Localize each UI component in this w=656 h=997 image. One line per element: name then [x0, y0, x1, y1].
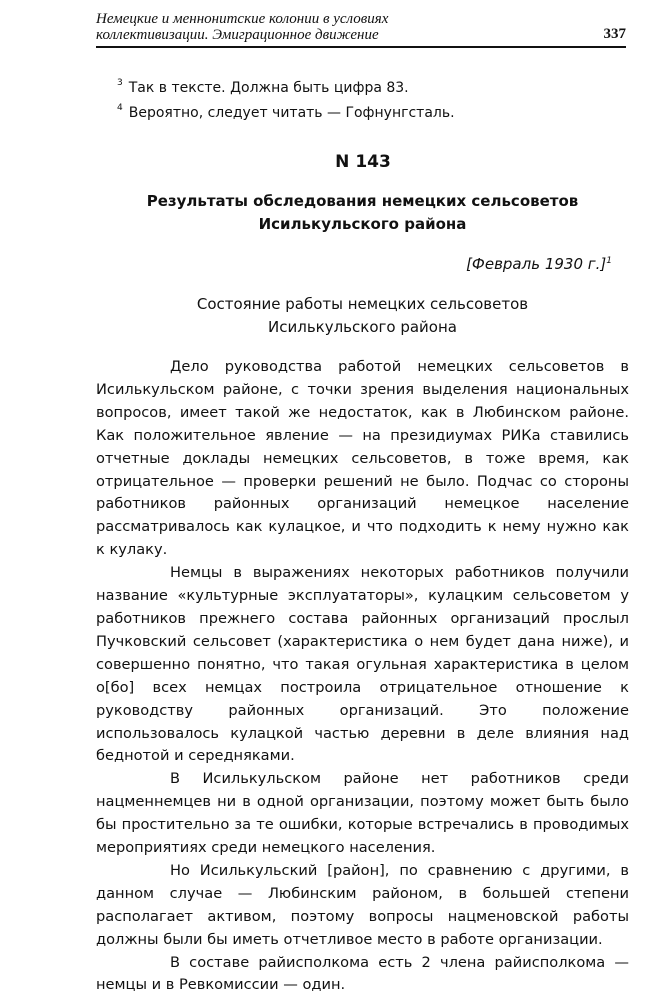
footnote-text: Вероятно, следует читать — Гофнунгсталь.: [128, 105, 455, 121]
document-date: [466, 255, 612, 273]
document-title: [96, 190, 629, 236]
running-head-title: [96, 11, 526, 43]
paragraph: Дело руководства работой немецких сельсоветов в Исилькульском районе, с точки зрения выделения национальных вопросов, имеет такой же недостаток, как в Любинском районе. Как положительное явление — на президиумах РИКа ставились отчетные доклады немецких сельсоветов, в тоже время, как отрицательное — проверки решений не было. Подчас со стороны работников районных организаций немецкое население рассматривалось как кулацкое, и что подходить к нему нужно как к кулаку.: [96, 358, 629, 559]
paragraph: Но Исилькульский [район], по сравнению с другими, в данном случае — Любинским районом, в большей степени располагает активом, поэтому вопросы нацменовской работы должны были бы иметь отчетливое место в работе организации.: [96, 861, 629, 948]
footnote-mark: 4: [117, 103, 123, 113]
footnote-mark: 3: [117, 78, 123, 88]
document-title-line-1: Результаты обследования немецких сельсоветов: [146, 192, 579, 210]
footnotes: [117, 76, 597, 126]
paragraph: Немцы в выражениях некоторых работников получили название «культурные эксплуататоры», кулацким сельсоветом у работников прежнего состава районных организаций прослыл Пучковский сельсовет (характеристика о нем будет дана ниже), и совершенно понятно, что такая огульная характеристика в целом о[бо] всех немцах построила отрицательное отношение к руководству районных организаций. Это положение использовалось кулацкой частью деревни в деле влияния над беднотой и середняками.: [96, 564, 629, 765]
subheading-line-1: Состояние работы немецких сельсоветов: [196, 295, 529, 313]
footnote: [117, 101, 597, 126]
footnote: [117, 76, 597, 101]
subheading-line-2: Исилькульского района: [268, 318, 457, 336]
running-head: [96, 10, 626, 48]
footnote-text: Так в тексте. Должна быть цифра 83.: [128, 80, 409, 96]
page-number: 337: [603, 26, 626, 42]
paragraph: В Исилькульском районе нет работников среди нацменнемцев ни в одной организации, поэтому может быть было бы простительно за те ошибки, которые встречались в проводимых мероприятиях среди немецкого населения.: [96, 770, 629, 857]
running-head-line-2: коллективизации. Эмиграционное движение: [96, 27, 379, 43]
running-head-line-1: Немецкие и меннонитские колонии в условиях: [96, 11, 389, 27]
date-footnote-mark: 1: [606, 256, 612, 266]
document-title-line-2: Исилькульского района: [258, 215, 467, 233]
document-date-text: [Февраль 1930 г.]: [466, 255, 607, 273]
paragraph: В составе райисполкома есть 2 члена райисполкома — немцы и в Ревкомиссии — один.: [96, 953, 629, 994]
document-number: N 143: [335, 152, 391, 172]
body-text: [96, 356, 629, 997]
section-subheading: [96, 293, 629, 339]
